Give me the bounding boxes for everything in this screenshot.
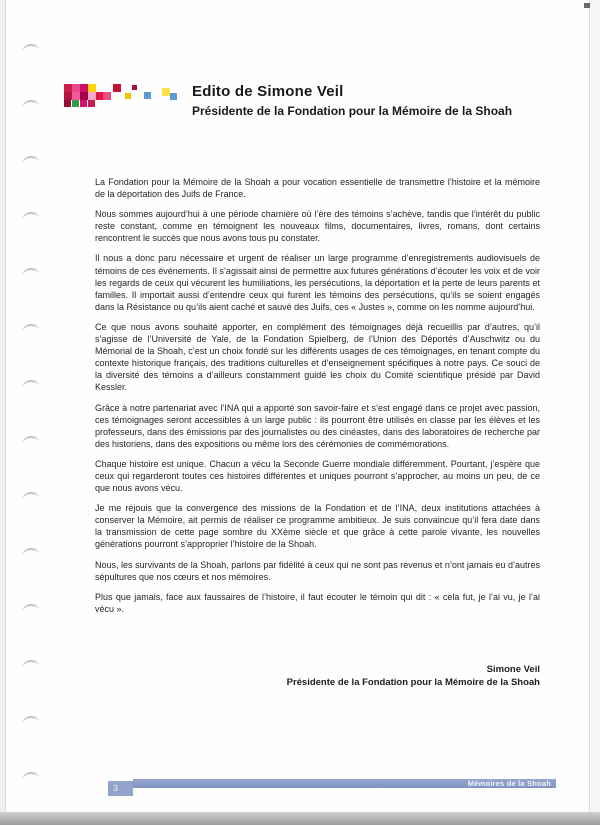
paragraph: Grâce à notre partenariat avec l’INA qui a apporté son savoir-faire et s’est engagé dans ce projet avec passion, ces témoignages seront accessibles à un large public : ils pourront être utilisés en classe par les élèves et les professeurs, dans des émissions par des journalistes ou des cinéastes, dans des laboratoires de recherche par des historiens, dans des expositions ou même lors des cérémonies de commémorations. xyxy=(95,402,540,449)
page-number: 3 xyxy=(113,783,119,793)
paragraph: Ce que nous avons souhaité apporter, en complément des témoignages déjà recueillis par d’autres, qu’il s’agisse de l’Université de Yale, de la Fondation Spielberg, de l’Union des Déportés d’Auschwitz ou du Mémorial de la Shoah, c’est un choix fondé sur les différents usages de ces témoignages, en tenant compte du contexte historique français, des traditions culturelles et d’enseignement spécifiques à notre pays. Ce souci de la diversité des témoins a d’ailleurs constamment guidé les choix du Comité scientifique présidé par David Kessler. xyxy=(95,321,540,393)
paragraph: Je me réjouis que la convergence des missions de la Fondation et de l’INA, deux institutions attachées à conserver la Mémoire, ait permis de réaliser ce programme ambitieux. Je suis convaincue qu’il fera date dans la transmission de cette page sombre du XXème siècle et que grâce à cette parole vivante, les nouvelles générations pourront s’approprier l’histoire de la Shoah. xyxy=(95,503,540,550)
page-title: Edito de Simone Veil xyxy=(192,83,344,100)
paragraph: Il nous a donc paru nécessaire et urgent de réaliser un large programme d’enregistrements audiovisuels de témoins de ces événements. Il s’agissait ainsi de permettre aux futures générations d’écouter les voix et de voir les regards de ceux qui vécurent les humiliations, les persécutions, la déportation et la perte de leurs parents et familles. Il importait aussi d’entendre ceux qui furent les témoins des persécutions, qu’ils se soient engagés dans la Résistance ou qu’ils aient caché et sauvé des Juifs, ces « Justes », comme on les nomme aujourd’hui. xyxy=(95,253,540,312)
paragraph: La Fondation pour la Mémoire de la Shoah a pour vocation essentielle de transmettre l’histoire et la mémoire de la déportation des Juifs de France. xyxy=(95,177,540,200)
footer-bar xyxy=(133,779,556,788)
fms-mosaic-logo xyxy=(64,84,176,108)
signature-block xyxy=(120,663,540,689)
page-number-tab xyxy=(108,781,133,796)
paragraph: Plus que jamais, face aux faussaires de l’histoire, il faut écouter le témoin qui dit : « cela fut, je l’ai vu, je l’ai vécu ». xyxy=(95,591,540,614)
paragraph: Nous sommes aujourd’hui à une période charnière où l’ère des témoins s’achève, tandis que l’intérêt du public reste constant, comme en témoignent les nouveaux films, documentaires, livres, romans, dont certains rencontrent le succès que nous avons tous pu constater. xyxy=(95,209,540,244)
title-bullet-square-icon xyxy=(170,93,177,100)
page-subtitle: Présidente de la Fondation pour la Mémoire de la Shoah xyxy=(192,104,513,118)
signature-role: Présidente de la Fondation pour la Mémoire de la Shoah xyxy=(286,677,540,688)
scan-edge-left-line xyxy=(5,0,6,812)
paragraph: Chaque histoire est unique. Chacun a vécu la Seconde Guerre mondiale différemment. Pourtant, j’espère que ceux qui regarderont toutes ces histoires différentes et uniques pourront s’approcher, au moins un peu, de ce que nous avons vécu. xyxy=(95,458,540,494)
scan-edge-right xyxy=(591,0,600,825)
scan-edge-right-line xyxy=(589,0,590,812)
editorial-body xyxy=(95,176,540,623)
scan-bottom-shadow xyxy=(0,812,600,825)
header xyxy=(192,82,582,119)
paragraph: Nous, les survivants de la Shoah, parlons par fidélité à ceux qui ne sont pas revenus et n’ont jamais eu d’autres sépultures que nos cœurs et nos mémoires. xyxy=(95,559,540,582)
footer-label: Mémoires de la Shoah xyxy=(467,779,551,788)
signature-name: Simone Veil xyxy=(486,664,540,675)
scan-corner-artifact xyxy=(584,3,590,8)
